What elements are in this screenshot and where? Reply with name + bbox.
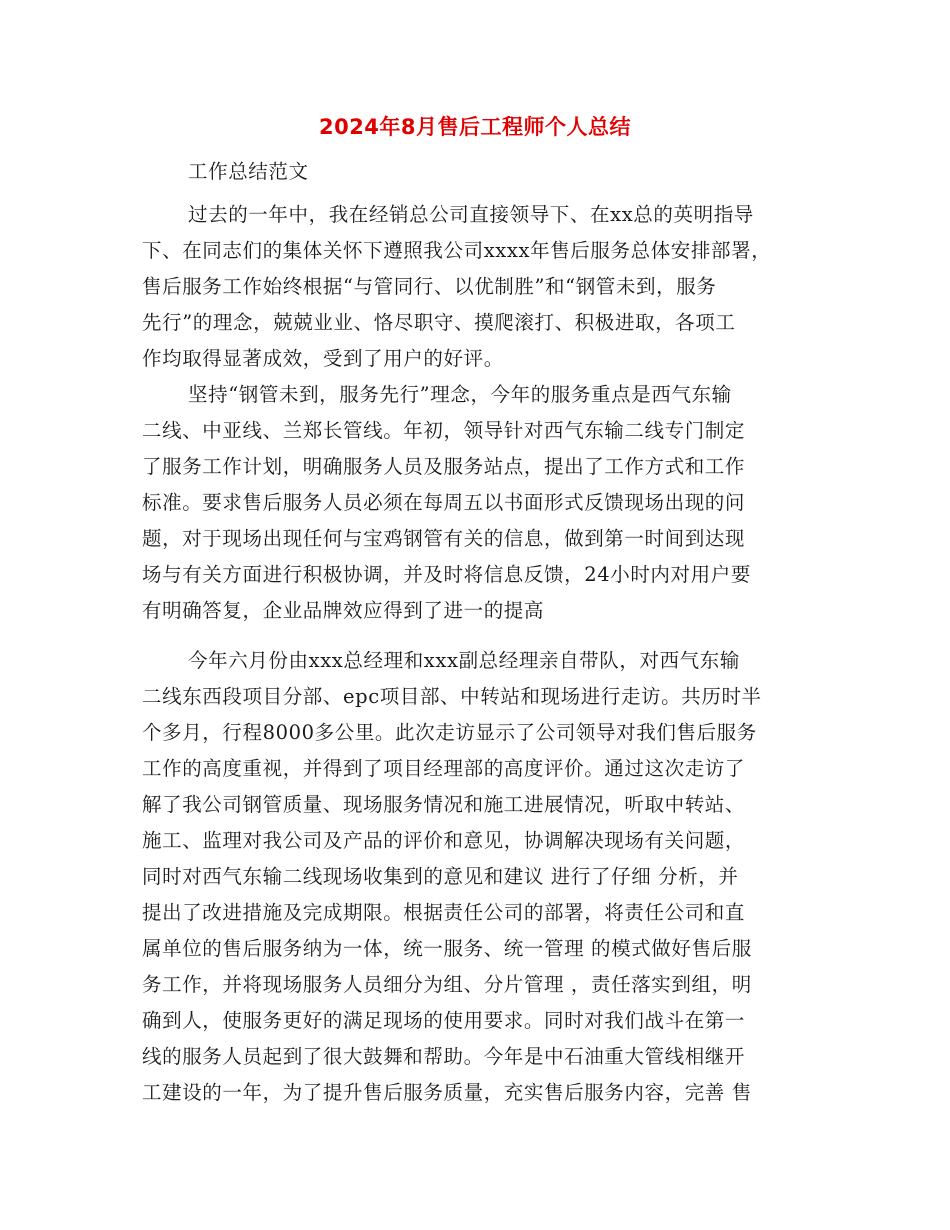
document-subtitle: 工作总结范文: [188, 160, 309, 183]
text-line: 个多月，行程8000多公里。此次走访显示了公司领导对我们售后服务: [142, 721, 757, 744]
text-line: 有明确答复，企业品牌效应得到了进一的提高: [142, 599, 545, 622]
text-line: 提出了改进措施及完成期限。根据责任公司的部署，将责任公司和直: [142, 901, 746, 924]
text-line: 同时对西气东输二线现场收集到的意见和建议 进行了仔细 分析，并: [142, 865, 739, 888]
text-line: 工建设的一年，为了提升售后服务质量，充实售后服务内容，完善 售: [142, 1081, 752, 1104]
text-line: 过去的一年中，我在经销总公司直接领导下、在xx总的英明指导: [188, 203, 754, 226]
document-title: 2024年8月售后工程师个人总结: [318, 115, 632, 139]
text-line: 二线、中亚线、兰郑长管线。年初，领导针对西气东输二线专门制定: [142, 419, 746, 442]
text-line: 工作的高度重视，并得到了项目经理部的高度评价。通过这次走访了: [142, 757, 746, 780]
text-line: 施工、监理对我公司及产品的评价和意见，协调解决现场有关问题，: [142, 829, 746, 852]
text-line: 今年六月份由xxx总经理和xxx副总经理亲自带队，对西气东输: [188, 649, 740, 672]
text-line: 作均取得显著成效，受到了用户的好评。: [142, 347, 504, 370]
text-line: 场与有关方面进行积极协调，并及时将信息反馈，24小时内对用户要: [142, 563, 751, 586]
text-line: 解了我公司钢管质量、现场服务情况和施工进展情况，听取中转站、: [142, 793, 746, 816]
text-line: 下、在同志们的集体关怀下遵照我公司xxxx年售后服务总体安排部署，: [142, 239, 772, 262]
text-line: 确到人，使服务更好的满足现场的使用要求。同时对我们战斗在第一: [142, 1009, 746, 1032]
text-line: 了服务工作计划，明确服务人员及服务站点，提出了工作方式和工作: [142, 455, 746, 478]
text-line: 属单位的售后服务纳为一体，统一服务、统一管理 的模式做好售后服: [142, 937, 752, 960]
text-line: 售后服务工作始终根据“与管同行、以优制胜”和“钢管未到，服务: [142, 275, 717, 298]
text-line: 线的服务人员起到了很大鼓舞和帮助。今年是中石油重大管线相继开: [142, 1045, 746, 1068]
text-line: 先行”的理念，兢兢业业、恪尽职守、摸爬滚打、积极进取，各项工: [142, 311, 736, 334]
text-line: 务工作，并将现场服务人员细分为组、分片管理 ，责任落实到组，明: [142, 973, 752, 996]
text-line: 二线东西段项目分部、epc项目部、中转站和现场进行走访。共历时半: [142, 685, 762, 708]
text-line: 标准。要求售后服务人员必须在每周五以书面形式反馈现场出现的问: [142, 491, 746, 514]
text-line: 坚持“钢管未到，服务先行”理念，今年的服务重点是西气东输: [188, 383, 732, 406]
text-line: 题，对于现场出现任何与宝鸡钢管有关的信息，做到第一时间到达现: [142, 527, 746, 550]
